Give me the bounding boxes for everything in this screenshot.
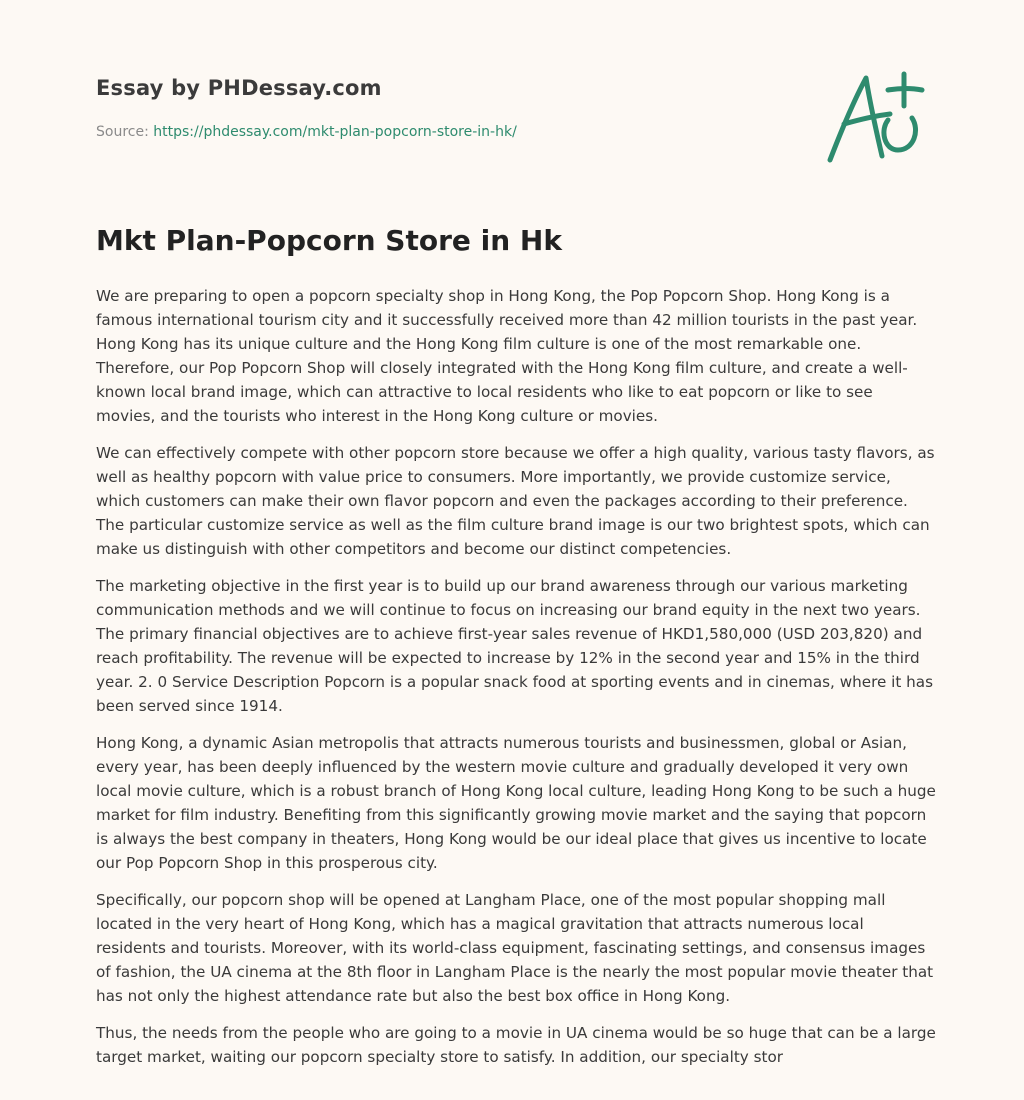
source-label: Source: <box>96 124 149 140</box>
source-line <box>96 124 517 140</box>
paragraph: Hong Kong, a dynamic Asian metropolis that attracts numerous tourists and businessmen, global or Asian, every year, has been deeply influenced by the western movie culture and gradually developed it very own local movie culture, which is a robust branch of Hong Kong local culture, leading Hong Kong to be such a huge market for film industry. Benefiting from this significantly growing movie market and the saying that popcorn is always the best company in theaters, Hong Kong would be our ideal place that gives us incentive to locate our Pop Popcorn Shop in this prosperous city. <box>96 734 936 872</box>
a-plus-logo-icon <box>818 64 934 168</box>
paragraph: We are preparing to open a popcorn specialty shop in Hong Kong, the Pop Popcorn Shop. Hong Kong is a famous international tourism city and it successfully received more than 42 million tourists in the past year. Hong Kong has its unique culture and the Hong Kong film culture is one of the most remarkable one. Therefore, our Pop Popcorn Shop will closely integrated with the Hong Kong film culture, and create a well-known local brand image, which can attractive to local residents who like to eat popcorn or like to see movies, and the tourists who interest in the Hong Kong culture or movies. <box>96 287 918 425</box>
paragraph: Thus, the needs from the people who are going to a movie in UA cinema would be so huge that can be a large target market, waiting our popcorn specialty store to satisfy. In addition, our specialty stor <box>96 1024 936 1066</box>
paragraph: The marketing objective in the first year is to build up our brand awareness through our various marketing communication methods and we will continue to focus on increasing our brand equity in the next two years. The primary financial objectives are to achieve first-year sales revenue of HKD1,580,000 (USD 203,820) and reach profitability. The revenue will be expected to increase by 12% in the second year and 15% in the third year. 2. 0 Service Description Popcorn is a popular snack food at sporting events and in cinemas, where it has been served since 1914. <box>96 577 934 715</box>
paragraph: We can effectively compete with other popcorn store because we offer a high quality, various tasty flavors, as well as healthy popcorn with value price to consumers. More importantly, we provide customize service, which customers can make their own flavor popcorn and even the packages according to their preference. The particular customize service as well as the film culture brand image is our two brightest spots, which can make us distinguish with other competitors and become our distinct competencies. <box>96 444 935 558</box>
site-header <box>96 76 936 100</box>
article-body <box>96 284 936 1082</box>
paragraph: Specifically, our popcorn shop will be opened at Langham Place, one of the most popular shopping mall located in the very heart of Hong Kong, which has a magical gravitation that attracts numerous local residents and tourists. Moreover, with its world-class equipment, fascinating settings, and consensus images of fashion, the UA cinema at the 8th floor in Langham Place is the nearly the most popular movie theater that has not only the highest attendance rate but also the best box office in Hong Kong. <box>96 891 934 1005</box>
brand-title: Essay by PHDessay.com <box>96 76 382 100</box>
source-link[interactable]: https://phdessay.com/mkt-plan-popcorn-store-in-hk/ <box>153 124 517 140</box>
article-title: Mkt Plan-Popcorn Store in Hk <box>96 224 562 257</box>
